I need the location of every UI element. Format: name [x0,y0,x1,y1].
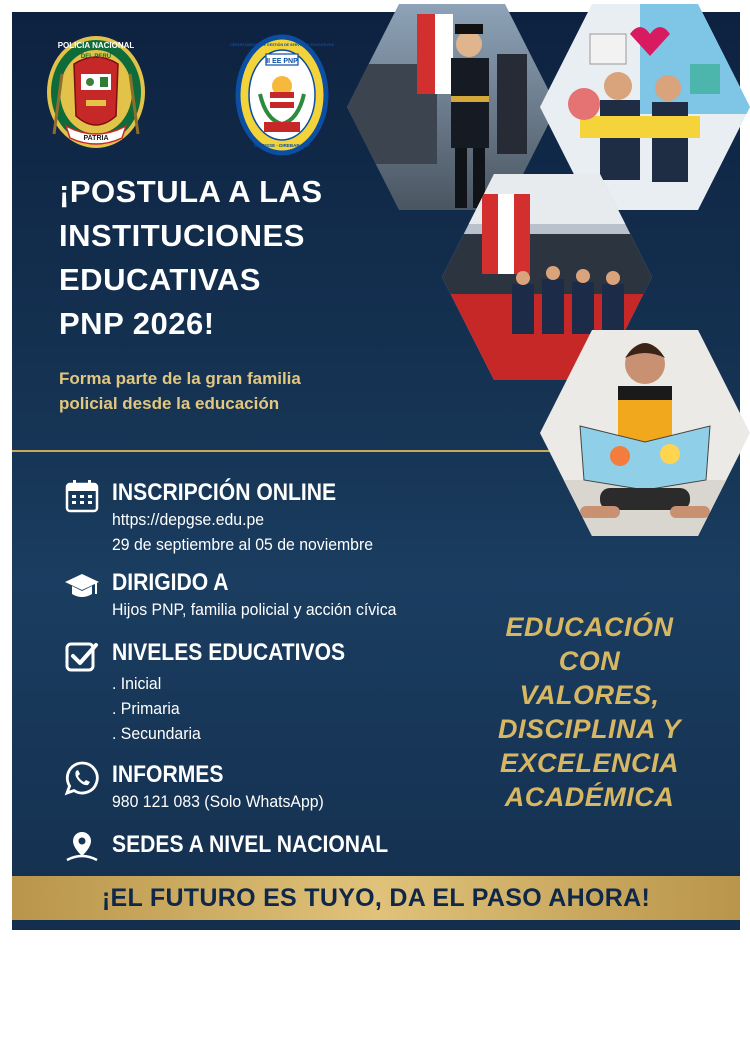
education-department-logo [230,34,334,156]
motto-line-1: EDUCACIÓN [505,612,674,642]
education-logo-bottom-text: DIVBISSE - DIREBAP PNP [254,143,310,148]
motto-line-4: DISCIPLINA Y [497,714,682,744]
education-logo-badge-text: II EE PNP [266,58,298,65]
audience-text: Hijos PNP, familia policial y acción cívica [112,600,397,619]
pnp-logo-ring-text: POLICIA NACIONAL [57,41,135,50]
headline-line-3: EDUCATIVAS [59,262,261,297]
subtitle-line-2: policial desde la educación [59,394,280,413]
poster [12,12,740,930]
bottom-banner [12,876,740,920]
education-logo-ring-text: DEPARTAMENTO DE GESTIÓN DE SERVICIOS EDUCATIVOS [230,43,334,47]
motto-line-2: CON [558,646,621,676]
level-item: . Primaria [112,699,180,718]
locations-title: SEDES A NIVEL NACIONAL [112,831,389,858]
audience-title: DIRIGIDO A [112,569,229,596]
bottom-banner-text: ¡EL FUTURO ES TUYO, DA EL PASO AHORA! [101,884,651,912]
headline-line-2: INSTITUCIONES [59,218,305,253]
level-item: . Inicial [112,674,162,693]
motto-line-3: VALORES, [519,680,660,710]
levels-title: NIVELES EDUCATIVOS [112,639,346,666]
motto-line-5: EXCELENCIA [499,748,680,778]
subtitle [59,366,389,416]
headline-line-1: ¡POSTULA A LAS [59,174,323,209]
headline [59,170,389,346]
registration-dates: 29 de septiembre al 05 de noviembre [112,535,374,554]
gold-divider [12,450,572,452]
motto-line-6: ACADÉMICA [504,782,675,812]
pnp-emblem-logo [46,34,146,158]
headline-line-4: PNP 2026! [59,306,215,341]
pnp-logo-mid-text: DEL PERU [80,54,112,60]
contact-phone[interactable]: 980 121 083 (Solo WhatsApp) [112,792,324,811]
contact-title: INFORMES [112,761,224,788]
level-item: . Secundaria [112,724,201,743]
pnp-logo-ribbon-text: PATRIA [83,135,109,142]
graduation-cap-icon [64,568,100,604]
photo-hex-boy-reading [540,330,750,536]
checkbox-icon [64,638,100,674]
registration-url[interactable]: https://depgse.edu.pe [112,510,265,529]
whatsapp-icon [64,760,100,796]
location-pin-icon [64,830,100,866]
registration-title: INSCRIPCIÓN ONLINE [112,479,337,506]
subtitle-line-1: Forma parte de la gran familia [59,369,301,388]
motto [482,610,697,814]
calendar-icon [64,478,100,514]
